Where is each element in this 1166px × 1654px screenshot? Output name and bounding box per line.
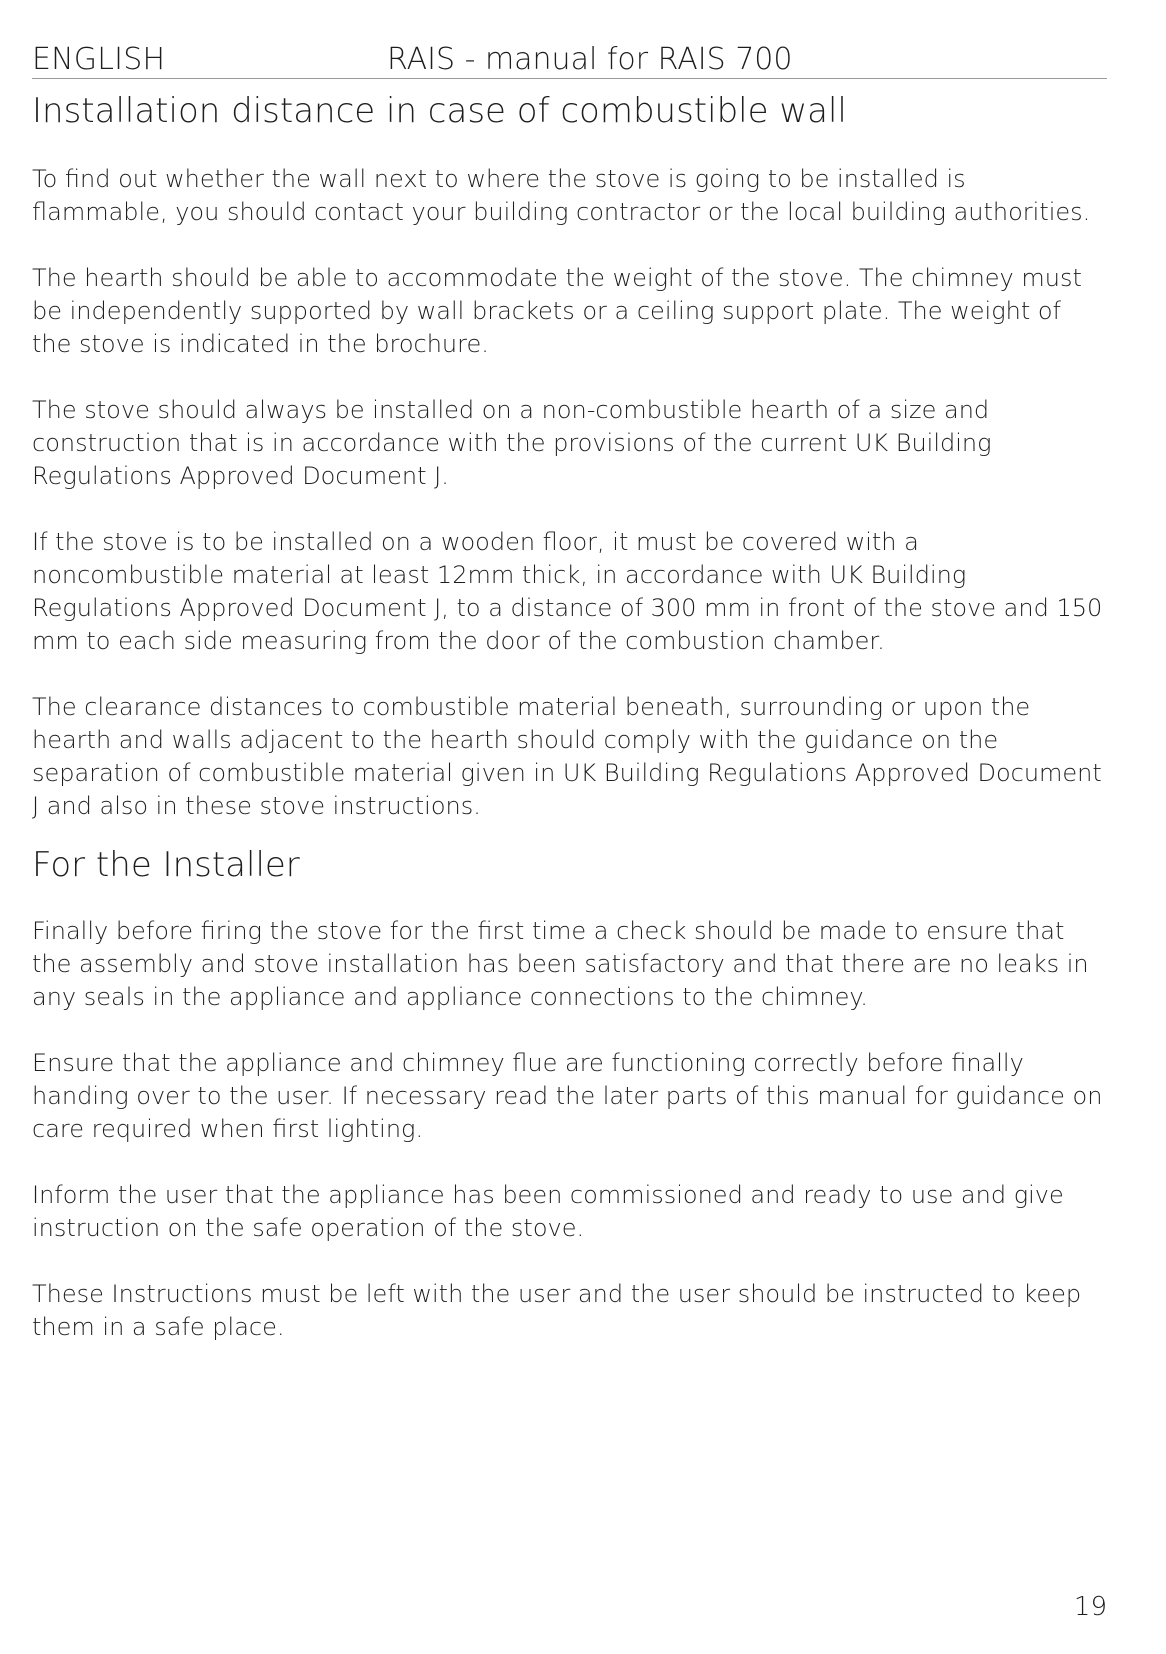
paragraph: The hearth should be able to accommodate the weight of the stove. The chimney must be independently supported by wall brackets or a ceiling support plate. The weight of the stove is indicated in the brochure. xyxy=(32,264,1082,358)
language-label: ENGLISH xyxy=(32,42,166,77)
paragraph: The stove should always be installed on a non-combustible hearth of a size and construction that is in accordance with the provisions of the current UK Building Regulations Approved Document J. xyxy=(32,396,992,490)
paragraph: Finally before firing the stove for the first time a check should be made to ensure that the assembly and stove installation has been satisfactory and that there are no leaks in any seals in the appliance and appliance connections to the chimney. xyxy=(32,917,1089,1011)
section-heading: For the Installer xyxy=(32,845,300,885)
section-heading: Installation distance in case of combustible wall xyxy=(32,91,847,131)
section-combustible-wall xyxy=(32,91,1107,823)
page-header xyxy=(32,40,1107,79)
paragraph: To find out whether the wall next to where the stove is going to be installed is flammable, you should contact your building contractor or the local building authorities. xyxy=(32,165,1091,226)
paragraph: If the stove is to be installed on a wooden floor, it must be covered with a noncombustible material at least 12mm thick, in accordance with UK Building Regulations Approved Document J, to a distance of 300 mm in front of the stove and 150 mm to each side measuring from the door of the combustion chamber. xyxy=(32,528,1103,655)
paragraph: Inform the user that the appliance has been commissioned and ready to use and give instruction on the safe operation of the stove. xyxy=(32,1181,1064,1242)
section-for-the-installer xyxy=(32,845,1107,1344)
page-number: 19 xyxy=(1073,1592,1107,1622)
paragraph: Ensure that the appliance and chimney flue are functioning correctly before finally handing over to the user. If necessary read the later parts of this manual for guidance on care required when first lighting. xyxy=(32,1049,1103,1143)
paragraph: The clearance distances to combustible material beneath, surrounding or upon the hearth and walls adjacent to the hearth should comply with the guidance on the separation of combustible material given in UK Building Regulations Approved Document J and also in these stove instructions. xyxy=(32,693,1102,820)
document-page xyxy=(32,40,1107,1640)
document-title: RAIS - manual for RAIS 700 xyxy=(387,42,793,77)
paragraph: These Instructions must be left with the user and the user should be instructed to keep them in a safe place. xyxy=(32,1280,1082,1341)
